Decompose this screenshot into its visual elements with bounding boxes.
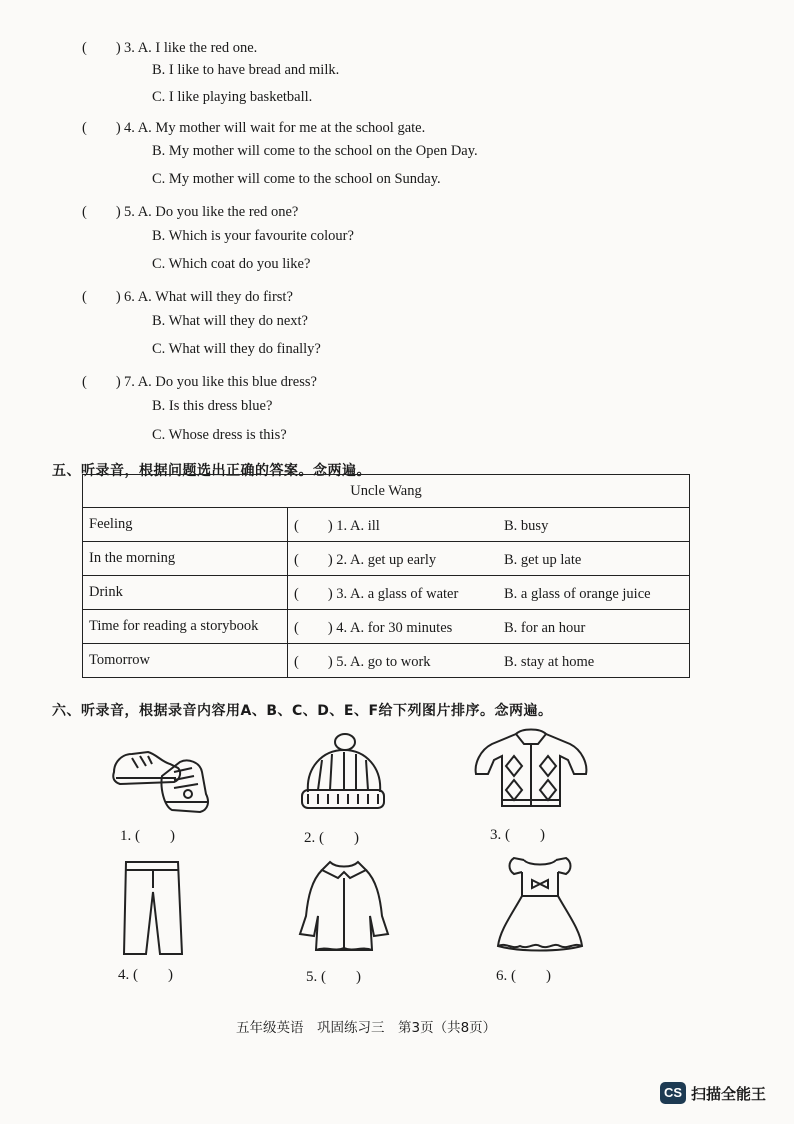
option-b: B. What will they do next? [152,313,308,329]
option-a: A. What will they do first? [137,289,293,305]
row-option-b: B. a glass of orange juice [504,586,651,602]
option-c: C. I like playing basketball. [152,89,313,105]
knit-hat-icon [298,730,388,814]
trousers-icon [120,858,186,958]
option-b: B. I like to have bread and milk. [152,62,340,78]
row-option-b: B. get up late [504,552,582,568]
row-option-b: B. stay at home [504,654,595,670]
option-b: B. My mother will come to the school on the Open Day. [152,143,478,159]
dress-icon [494,854,586,954]
option-c: C. My mother will come to the school on Sunday. [152,171,441,187]
picture-4-label[interactable]: 4. ( ) [118,967,173,983]
option-c: C. What will they do finally? [152,341,321,357]
camscanner-logo: CS [660,1082,686,1104]
row-item[interactable]: ( ) 4. A. for 30 minutes [294,620,453,636]
row-option-b: B. for an hour [504,620,586,636]
option-a: A. Do you like the red one? [137,204,299,220]
row-label: Drink [83,576,288,610]
row-label: Feeling [83,508,288,542]
question-number: 4. [124,120,135,136]
section-5-heading: 五、听录音，根据问题选出正确的答案。念两遍。 [52,463,371,479]
table-row [83,644,690,678]
answer-blank[interactable]: ( ) [82,120,121,136]
picture-3-label[interactable]: 3. ( ) [490,827,545,843]
answer-blank[interactable]: ( ) [82,289,121,305]
question-number: 6. [124,289,135,305]
table-row [83,610,690,644]
row-option-b: B. busy [504,518,549,534]
picture-1-label[interactable]: 1. ( ) [120,828,175,844]
option-c: C. Whose dress is this? [152,427,287,443]
row-item[interactable]: ( ) 5. A. go to work [294,654,431,670]
row-label: Tomorrow [83,644,288,678]
sneakers-icon [108,732,212,816]
row-label: Time for reading a storybook [83,610,288,644]
question-number: 7. [124,374,135,390]
table-row [83,508,690,542]
option-b: B. Which is your favourite colour? [152,228,354,244]
coat-icon [296,856,392,956]
table-row [83,542,690,576]
watermark-text: 扫描全能王 [691,1085,767,1103]
section-6-heading: 六、听录音，根据录音内容用A、B、C、D、E、F给下列图片排序。念两遍。 [52,703,553,719]
picture-6-label[interactable]: 6. ( ) [496,968,551,984]
answer-blank[interactable]: ( ) [82,40,121,56]
answer-blank[interactable]: ( ) [82,374,121,390]
picture-5-label[interactable]: 5. ( ) [306,969,361,985]
question-number: 3. [124,40,135,56]
table-title: Uncle Wang [83,475,690,508]
question-number: 5. [124,204,135,220]
row-item[interactable]: ( ) 3. A. a glass of water [294,586,459,602]
option-a: A. My mother will wait for me at the school gate. [137,120,426,136]
answer-blank[interactable]: ( ) [82,204,121,220]
picture-2-label[interactable]: 2. ( ) [304,830,359,846]
sweater-icon [472,726,590,816]
page-footer: 五年级英语 巩固练习三 第3页（共8页） [236,1020,497,1036]
uncle-wang-table [82,474,690,678]
option-c: C. Which coat do you like? [152,256,311,272]
option-a: A. I like the red one. [137,40,258,56]
option-b: B. Is this dress blue? [152,398,273,414]
row-item[interactable]: ( ) 2. A. get up early [294,552,437,568]
row-item[interactable]: ( ) 1. A. ill [294,518,380,534]
table-row [83,576,690,610]
option-a: A. Do you like this blue dress? [137,374,317,390]
row-label: In the morning [83,542,288,576]
